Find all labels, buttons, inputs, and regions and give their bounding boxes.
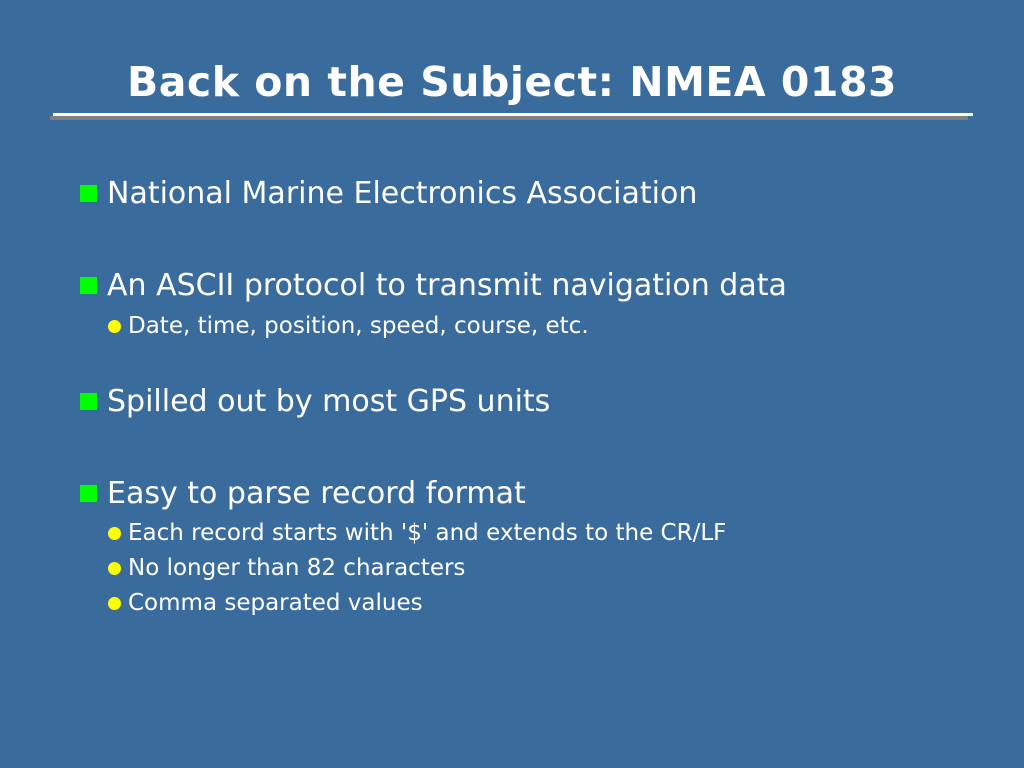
- sub-bullet-item-max-length: [108, 554, 465, 582]
- title-divider: [53, 113, 973, 116]
- circle-bullet-icon: [108, 562, 121, 575]
- bullet-item-record-format: [80, 476, 526, 512]
- square-bullet-icon: [80, 277, 97, 294]
- bullet-item-gps-units: [80, 384, 550, 420]
- square-bullet-icon: [80, 485, 97, 502]
- circle-bullet-icon: [108, 320, 121, 333]
- sub-bullet-text: No longer than 82 characters: [128, 555, 466, 581]
- circle-bullet-icon: [108, 527, 121, 540]
- sub-bullet-text: Each record starts with '$' and extends to the CR/LF: [128, 520, 727, 546]
- square-bullet-icon: [80, 393, 97, 410]
- bullet-text: National Marine Electronics Association: [107, 176, 698, 211]
- sub-bullet-item-csv: [108, 589, 423, 617]
- bullet-text: Easy to parse record format: [107, 476, 526, 511]
- sub-bullet-text: Comma separated values: [128, 590, 423, 616]
- bullet-item-ascii-protocol: [80, 268, 787, 304]
- sub-bullet-text: Date, time, position, speed, course, etc.: [128, 313, 589, 339]
- slide-title: Back on the Subject: NMEA 0183: [127, 58, 897, 106]
- sub-bullet-item-record-start: [108, 519, 726, 547]
- bullet-item-nmea-association: [80, 176, 697, 212]
- title-divider-shadow: [50, 116, 968, 120]
- square-bullet-icon: [80, 185, 97, 202]
- bullet-text: An ASCII protocol to transmit navigation data: [107, 268, 787, 303]
- bullet-text: Spilled out by most GPS units: [107, 384, 551, 419]
- sub-bullet-item-date-time: [108, 312, 589, 340]
- circle-bullet-icon: [108, 597, 121, 610]
